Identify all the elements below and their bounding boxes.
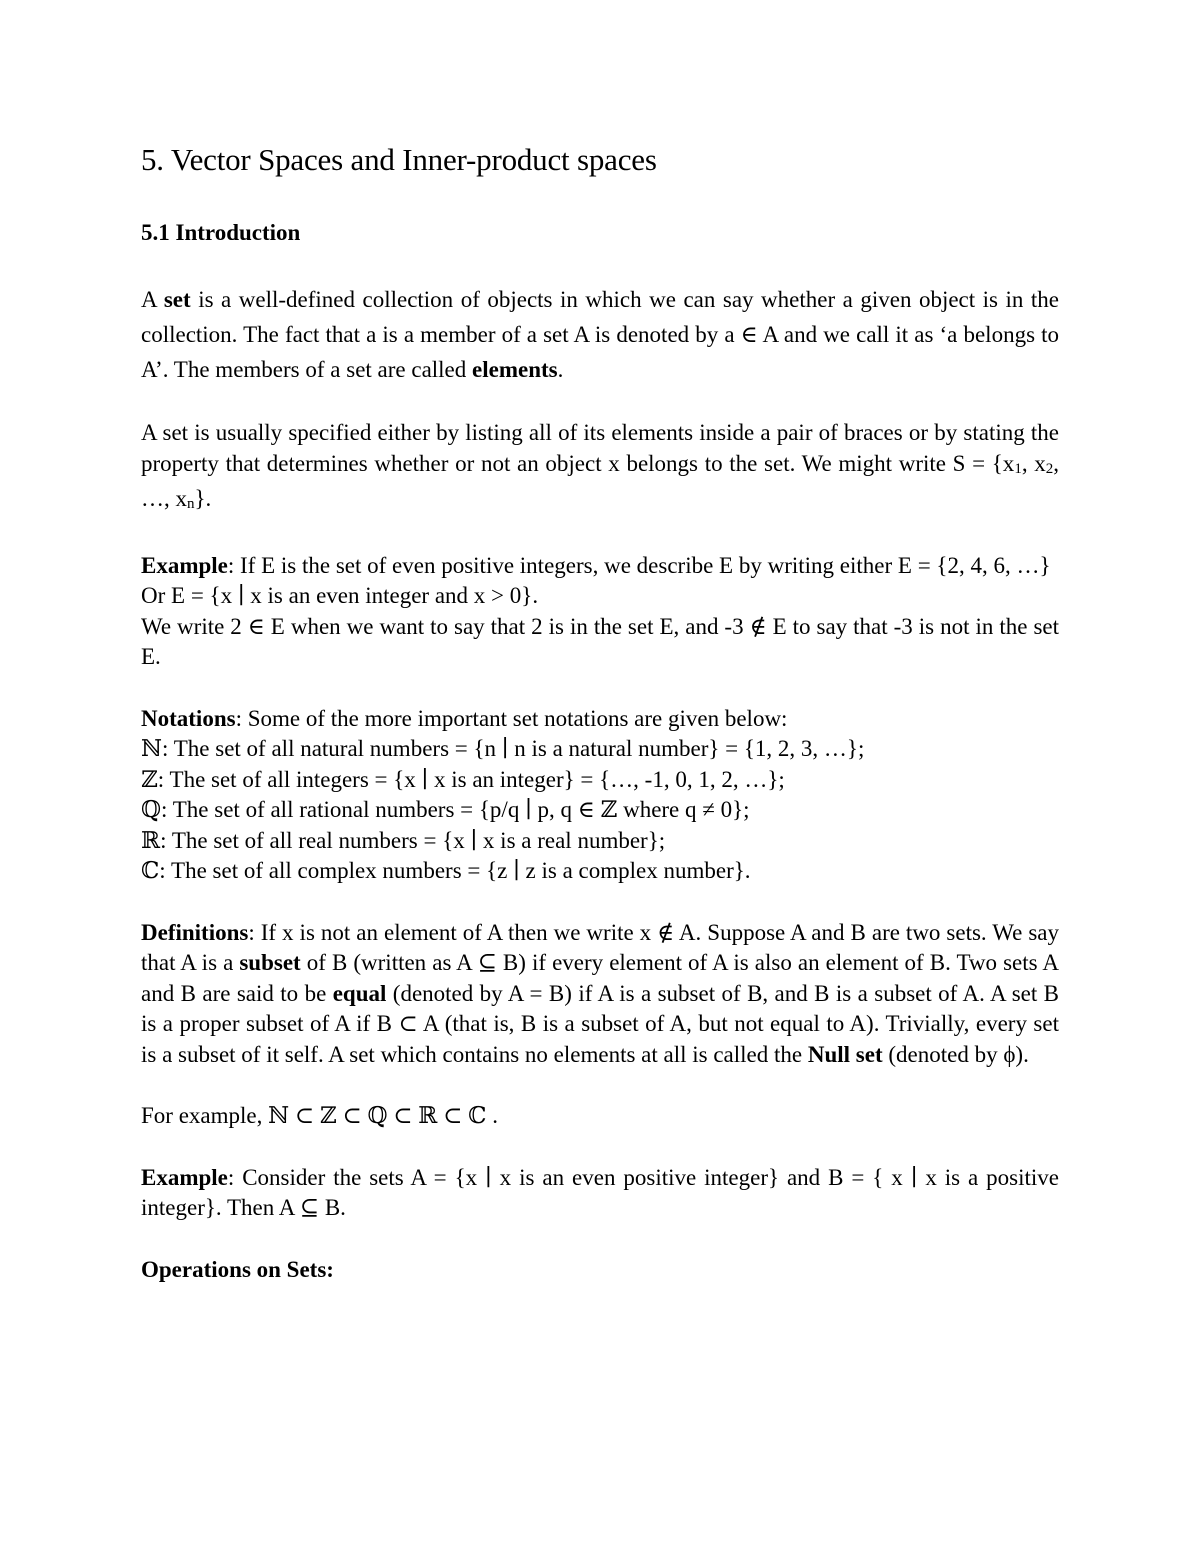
text-run: (denoted by A = B) if A is a subset of B, and B is a subset of A. A set B is a proper subset of A if B ⊂ A (that is, B is a subset of A, but not equal to A). Trivially, every set is a subset of it self. A set which contains no elements at all is called the [141, 980, 1059, 1067]
paragraph-example-even-integers [141, 551, 1059, 673]
definitions-label: Definitions [141, 919, 249, 945]
example-label: Example [141, 1164, 228, 1190]
paragraph-set-definition [141, 282, 1059, 387]
paragraph-definitions [141, 918, 1059, 1071]
term-set: set [163, 287, 191, 312]
section-heading: 5.1 Introduction [141, 220, 301, 245]
term-null-set: Null set [807, 1041, 883, 1067]
example-line-1 [141, 551, 1059, 582]
notation-reals: ℝ: The set of all real numbers = {x ∣ x is a real number}; [141, 827, 666, 853]
text-run: is a well-defined collection of objects in which we can say whether a given object is in the collection. The fact that a is a member of a set A is denoted by a ∈ A and we call it as ‘a belongs to A’. The members of a set are called [141, 287, 1060, 382]
example-label: Example [141, 552, 228, 578]
paragraph-set-specification [141, 418, 1059, 520]
term-equal: equal [332, 980, 387, 1006]
paragraph-subset-chain: For example, ℕ ⊂ ℤ ⊂ ℚ ⊂ ℝ ⊂ ℂ . [141, 1103, 498, 1128]
text-run: }. [194, 486, 212, 511]
notation-natural: ℕ: The set of all natural numbers = {n ∣ n is a natural number} = {1, 2, 3, …}; [141, 736, 865, 761]
text-run: (denoted by ϕ). [882, 1041, 1029, 1067]
document-body [141, 138, 1059, 1285]
subscript-n: n [187, 496, 195, 512]
term-subset: subset [239, 950, 301, 975]
text-run: of B (written as A ⊆ B) if every element of A is also an element of B. Two sets A and B are said to be [141, 950, 1059, 1006]
notation-complex: ℂ: The set of all complex numbers = {z ∣ z is a complex number}. [141, 858, 751, 883]
text-run: : If E is the set of even positive integers, we describe E by writing either E = {2, 4, 6, …} [227, 552, 1051, 578]
text-run: : Some of the more important set notations are given below: [235, 705, 788, 731]
paragraph-example-subsets [141, 1163, 1059, 1224]
notation-rationals: ℚ: The set of all rational numbers = {p/q ∣ p, q ∈ ℤ where q ≠ 0}; [141, 797, 750, 822]
text-run: : Consider the sets A = {x ∣ x is an even positive integer} and B = { x ∣ x is a positive integer}. Then A ⊆ B. [141, 1164, 1059, 1220]
example-line-3: We write 2 ∈ E when we want to say that 2 is in the set E, and -3 ∉ E to say that -3 is not in the set E. [141, 613, 1059, 669]
text-run: A set is usually specified either by listing all of its elements inside a pair of braces or by stating the property that determines whether or not an object x belongs to the set. We might write S = {x [141, 420, 1059, 476]
notations-label: Notations [141, 705, 236, 731]
subscript-1: 1 [1014, 460, 1022, 477]
operations-heading [141, 1255, 1059, 1286]
example-line-2: Or E = {x ∣ x is an even integer and x > 0}. [141, 583, 539, 608]
notations-intro [141, 704, 1059, 735]
subscript-2: 2 [1045, 460, 1054, 477]
term-elements: elements [472, 357, 558, 382]
paragraph-notations [141, 704, 1059, 887]
text-run: : If x is not an element of A then we write x ∉ A. Suppose A and B are two sets. We say that A is a [141, 919, 1059, 975]
notation-integers: ℤ: The set of all integers = {x ∣ x is an integer} = {…, -1, 0, 1, 2, …}; [141, 766, 785, 792]
operations-heading-text: Operations on Sets: [141, 1256, 334, 1282]
text-run: , …, x [141, 450, 1059, 511]
chapter-title: 5. Vector Spaces and Inner-product spaces [141, 142, 657, 177]
text-run: A [141, 287, 164, 312]
text-run: , x [1021, 450, 1046, 476]
text-run: . [557, 357, 564, 382]
